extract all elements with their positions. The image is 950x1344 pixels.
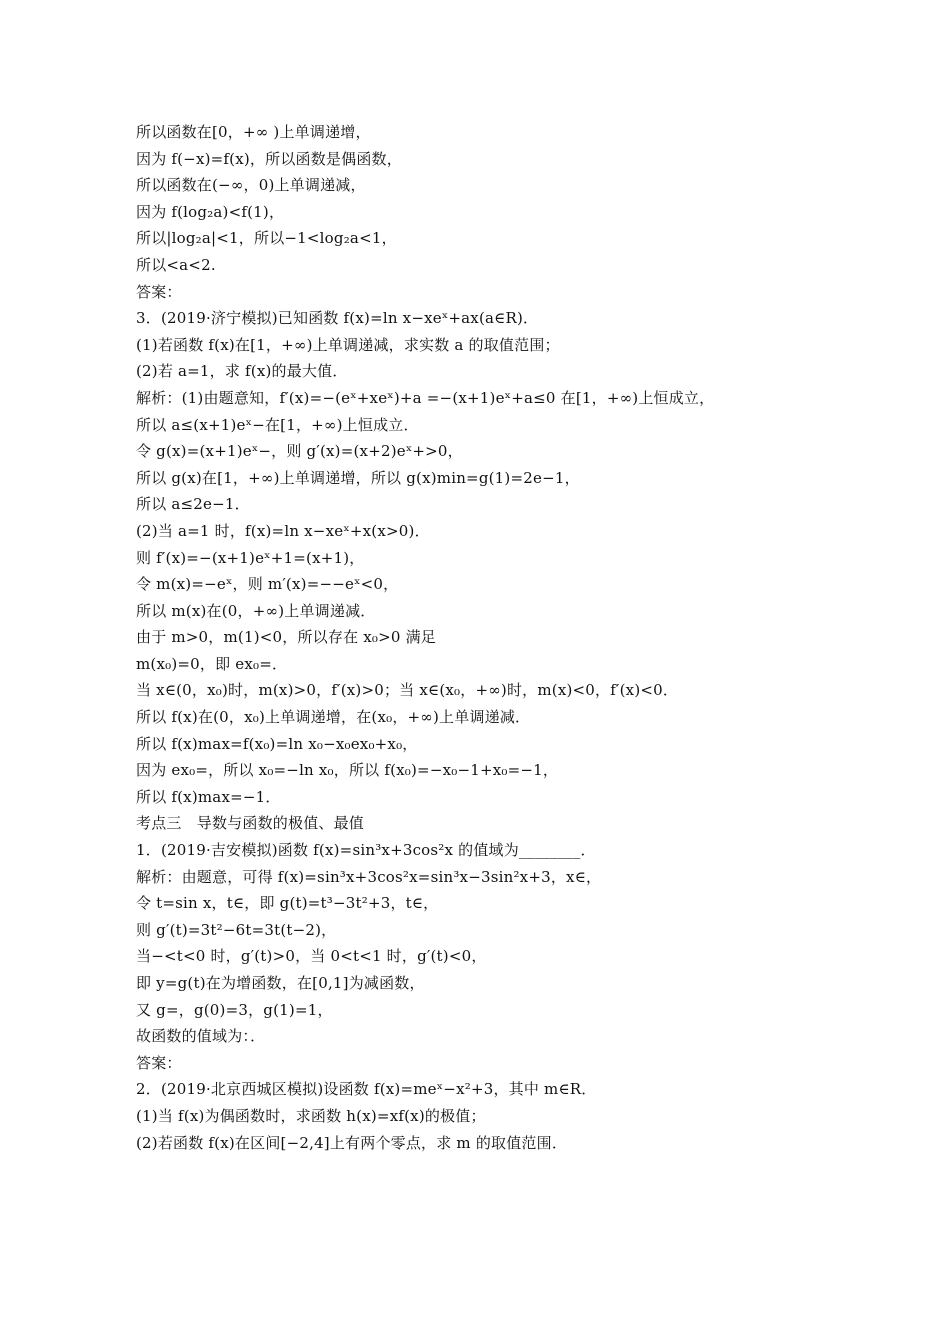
text-line: 所以函数在(−∞，0)上单调递减， (136, 176, 366, 195)
text-line: 令 m(x)=−eˣ，则 m′(x)=−−eˣ<0， (136, 575, 399, 594)
text-line: 由于 m>0，m(1)<0，所以存在 x₀>0 满足 (136, 628, 437, 647)
text-line: 因为 ex₀=，所以 x₀=−ln x₀，所以 f(x₀)=−x₀−1+x₀=−1， (136, 761, 559, 780)
text-line: 即 y=g(t)在为增函数，在[0,1]为减函数， (136, 974, 425, 992)
text-line: 当−<t<0 时，g′(t)>0，当 0<t<1 时，g′(t)<0， (136, 947, 487, 966)
problem-heading: 2．(2019·北京西城区模拟)设函数 f(x)=meˣ−x²+3，其中 m∈R． (136, 1080, 597, 1099)
text-line: 所以 a≤2e−1． (136, 495, 250, 514)
text-line: 所以 a≤(x+1)eˣ−在[1，+∞)上恒成立． (136, 415, 419, 434)
text-line: 因为 f(−x)=f(x)，所以函数是偶函数， (136, 149, 402, 168)
text-line: 所以 f(x)在(0，x₀)上单调递增，在(x₀，+∞)上单调递减． (136, 708, 531, 727)
text-line: (1)当 f(x)为偶函数时，求函数 h(x)=xf(x)的极值； (136, 1106, 486, 1125)
section-heading: 考点三 导数与函数的极值、最值 (136, 814, 365, 833)
problem-heading: 1．(2019·吉安模拟)函数 f(x)=sin³x+3cos²x 的值域为________． (136, 841, 596, 860)
text-line: 所以<a<2. (136, 255, 216, 274)
text-line: (2)当 a=1 时，f(x)=ln x−xeˣ+x(x>0)． (136, 521, 430, 540)
text-line: 故函数的值域为：． (136, 1027, 266, 1046)
text-line: 所以 g(x)在[1，+∞)上单调递增，所以 g(x)min=g(1)=2e−1， (136, 468, 580, 487)
document-body (136, 119, 836, 1156)
text-line: 则 f′(x)=−(x+1)eˣ+1=(x+1)， (136, 548, 365, 567)
text-line: 所以函数在[0，+∞ )上单调递增， (136, 123, 371, 141)
text-line: 则 g′(t)=3t²−6t=3t(t−2)， (136, 920, 337, 939)
text-line: 所以 f(x)max=f(x₀)=ln x₀−x₀ex₀+x₀， (136, 734, 418, 753)
answer-label: 答案： (136, 1053, 182, 1072)
text-line: 令 g(x)=(x+1)eˣ−，则 g′(x)=(x+2)eˣ+>0， (136, 442, 463, 461)
text-line: 因为 f(log₂a)<f(1)， (136, 202, 285, 221)
solution-line: 解析：由题意，可得 f(x)=sin³x+3cos²x=sin³x−3sin²x+3，x∈， (136, 867, 602, 886)
answer-label: 答案： (136, 282, 182, 301)
text-line: (1)若函数 f(x)在[1，+∞)上单调递减，求实数 a 的取值范围； (136, 335, 560, 354)
text-line: m(x₀)=0，即 ex₀=． (136, 654, 288, 673)
text-line: 又 g=，g(0)=3，g(1)=1， (136, 1000, 333, 1019)
problem-heading: 3．(2019·济宁模拟)已知函数 f(x)=ln x−xeˣ+ax(a∈R)． (136, 309, 539, 328)
text-line: (2)若函数 f(x)在区间[−2,4]上有两个零点，求 m 的取值范围． (136, 1133, 568, 1152)
text-line: 所以 f(x)max=−1． (136, 787, 281, 806)
text-line: 当 x∈(0，x₀)时，m(x)>0，f′(x)>0；当 x∈(x₀，+∞)时，m(x)<0，f′(x)<0． (136, 681, 679, 700)
solution-line: 解析：(1)由题意知，f′(x)=−(eˣ+xeˣ)+a =−(x+1)eˣ+a≤0 在[1，+∞)上恒成立， (136, 388, 715, 407)
text-line: 令 t=sin x，t∈，即 g(t)=t³−3t²+3，t∈， (136, 894, 439, 913)
text-line: 所以 m(x)在(0，+∞)上单调递减． (136, 601, 376, 620)
text-line: 所以|log₂a|<1，所以−1<log₂a<1， (136, 229, 397, 248)
text-line: (2)若 a=1，求 f(x)的最大值． (136, 362, 348, 381)
